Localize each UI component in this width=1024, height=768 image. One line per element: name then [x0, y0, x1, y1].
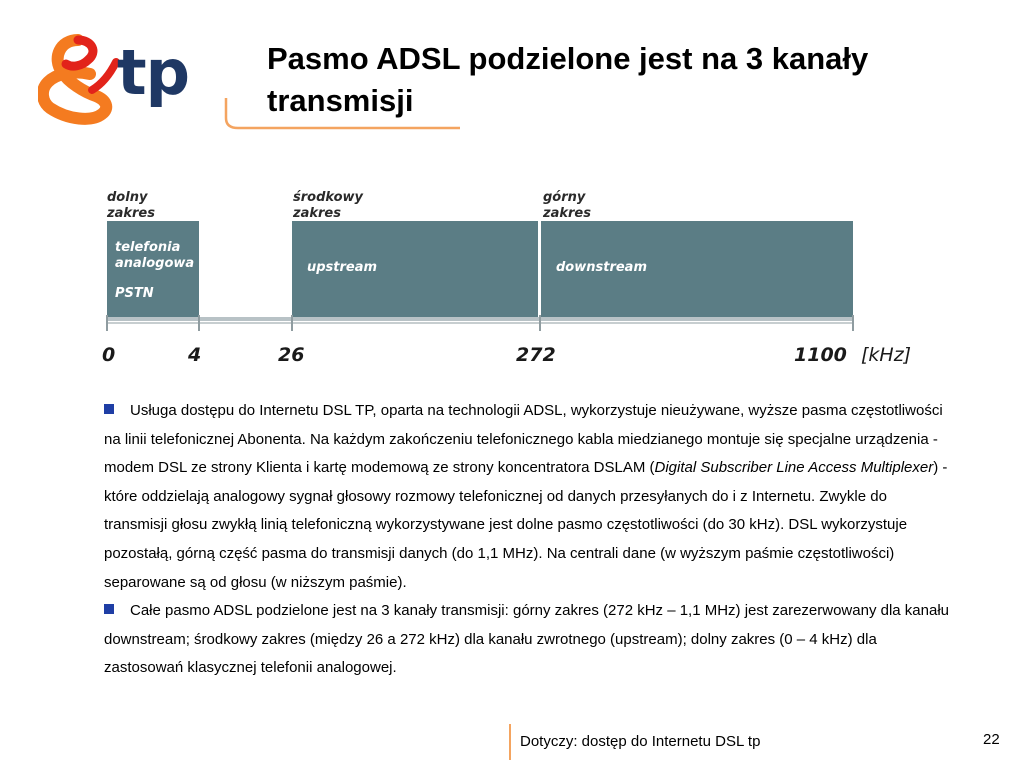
band-pstn-label-2: analogowa	[115, 256, 195, 271]
tick-label-4: 4	[188, 344, 202, 366]
tick-label-0: 0	[102, 344, 116, 366]
zone-label-high-1: górny	[543, 190, 586, 205]
slide-title: Pasmo ADSL podzielone jest na 3 kanały transmisji	[267, 41, 869, 118]
axis-unit-label: [kHz]	[861, 344, 912, 366]
paragraph-2	[104, 597, 954, 683]
zone-label-mid-2: zakres	[293, 206, 341, 221]
page-number: 22	[983, 731, 1000, 748]
paragraph-1	[104, 397, 954, 597]
paragraph-1-text-a: Usługa dostępu do Internetu DSL TP, oparta na technologii ADSL, wykorzystuje nieużywane, wyższe pasma częstotliwości na linii telefonicznej Abonenta. Na każdym zakończeniu telefonicznego kabla miedzianego montuje się specjalne urządzenia - modem DSL ze strony Klienta i kartę modemową ze strony koncentratora DSLAM (	[104, 402, 943, 477]
paragraph-2-text: Całe pasmo ADSL podzielone jest na 3 kanały transmisji: górny zakres (272 kHz – 1,1 MHz) jest zarezerwowany dla kanału downstream; środkowy zakres (między 26 a 272 kHz) dla kanału zwrotnego (upstream); dolny zakres (0 – 4 kHz) dla zastosowań klasycznej telefonii analogowej.	[104, 602, 949, 677]
footer-text: Dotyczy: dostęp do Internetu DSL tp	[520, 733, 761, 750]
logo-text: tp	[117, 36, 190, 109]
paragraph-1-italic: Digital Subscriber Line Access Multiplexer	[654, 459, 934, 477]
zone-label-high-2: zakres	[543, 206, 591, 221]
title-underline-decoration	[222, 96, 462, 132]
tick-label-272: 272	[516, 344, 556, 366]
square-bullet-icon	[104, 404, 114, 414]
adsl-band-diagram	[0, 180, 1024, 380]
tick-label-1100: 1100	[794, 344, 847, 366]
band-pstn-label-1: telefonia	[115, 240, 181, 255]
band-upstream-label: upstream	[307, 260, 378, 275]
band-downstream-label: downstream	[556, 260, 647, 275]
zone-label-mid-1: środkowy	[293, 190, 363, 205]
zone-label-low-2: zakres	[107, 206, 155, 221]
square-bullet-icon	[104, 604, 114, 614]
zone-label-low-1: dolny	[107, 190, 148, 205]
paragraph-1-text-b: ) - które oddzielają analogowy sygnał głosowy rozmowy telefonicznej od danych przesyłanych do i z Internetu. Zwykle do transmisji głosu zwykłą linią telefoniczną wykorzystywane jest dolne pasmo częstotliwości (do 30 kHz). DSL wykorzystuje pozostałą, górną część pasma do transmisji danych (do 1,1 MHz). Na centrali dane (w wyższym paśmie częstotliwości) separowane są od głosu (w niższym paśmie).	[104, 459, 948, 591]
band-pstn-label-3: PSTN	[115, 286, 154, 301]
slide-body	[104, 397, 954, 683]
tick-label-26: 26	[278, 344, 305, 366]
frequency-axis	[107, 315, 853, 331]
